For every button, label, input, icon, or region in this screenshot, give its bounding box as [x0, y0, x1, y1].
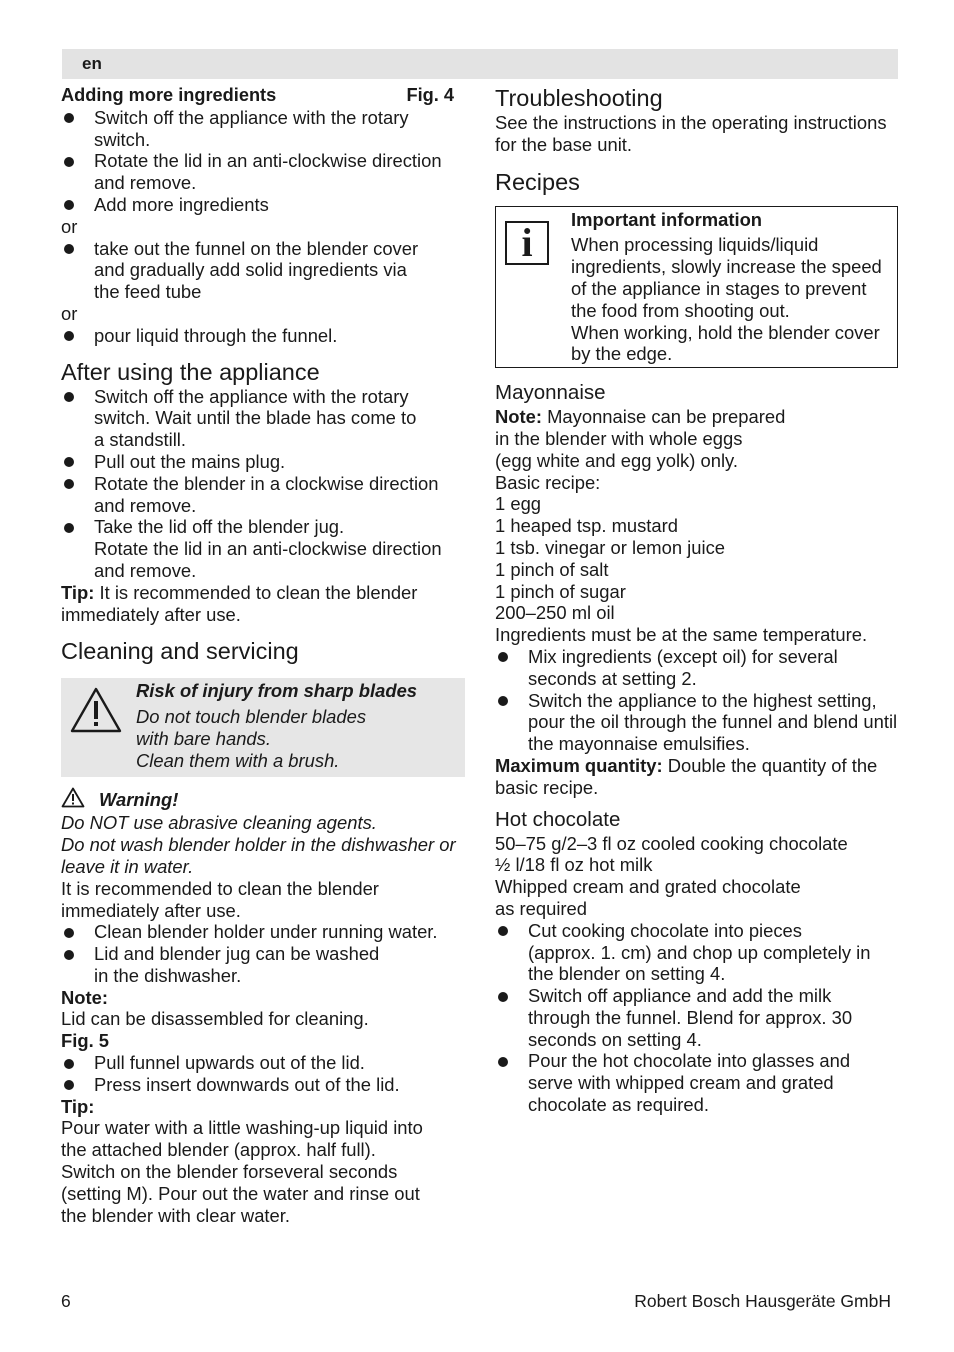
- list-item: Pull out the mains plug.: [61, 451, 465, 473]
- ingredient-line: 1 egg: [495, 493, 542, 515]
- list-item: Switch off the appliance with the rotary switch.: [61, 107, 434, 151]
- or-text: or: [61, 302, 78, 324]
- tip-text: It is recommended to clean the blender immediately after use.: [61, 581, 418, 625]
- risk-line: with bare hands.: [136, 727, 271, 749]
- list-item: Pull funnel upwards out of the lid.: [61, 1052, 465, 1074]
- info-text: When processing liquids/liquid ingredients, slowly increase the speed of the appliance in stages to prevent the food from shooting out.: [571, 234, 882, 321]
- tip-label: Tip:: [61, 581, 95, 603]
- list-item: Clean blender holder under running water.: [61, 921, 465, 943]
- language-bar: [62, 49, 898, 79]
- list-item: take out the funnel on the blender cover and gradually add solid ingredients via the feed tube: [61, 238, 429, 303]
- tip-label: Tip:: [61, 1095, 95, 1117]
- warning-triangle-icon: [69, 686, 123, 739]
- warning-heading: [61, 787, 465, 813]
- list-item: pour liquid through the funnel.: [61, 325, 465, 347]
- mayonnaise-note: [495, 406, 900, 471]
- warning-text: Do NOT use abrasive cleaning agents.: [61, 812, 377, 834]
- adding-steps-list-3: [61, 325, 465, 347]
- or-text: or: [61, 215, 78, 237]
- info-icon: i: [505, 221, 549, 265]
- list-item: Lid and blender jug can be washed in the dishwasher.: [61, 943, 394, 987]
- hot-chocolate-heading: Hot chocolate: [495, 807, 621, 831]
- risk-title: Risk of injury from sharp blades: [136, 680, 418, 702]
- ingredient-line: Ingredients must be at the same temperature.: [495, 624, 868, 646]
- language-code: en: [82, 54, 102, 73]
- troubleshooting-text: See the instructions in the operating instructions for the base unit.: [495, 112, 887, 155]
- ingredient-line: 1 pinch of sugar: [495, 580, 626, 602]
- ingredient-line: 200–250 ml oil: [495, 602, 615, 624]
- risk-warning-box: [61, 678, 465, 776]
- page-number: 6: [61, 1291, 71, 1311]
- after-use-heading: After using the appliance: [61, 358, 320, 385]
- footer-company: Robert Bosch Hausgeräte GmbH: [634, 1291, 891, 1311]
- tip-text: Pour water with a little washing-up liquid into the attached blender (approx. half full).: [61, 1117, 423, 1161]
- mayonnaise-heading: Mayonnaise: [495, 381, 606, 405]
- list-item: Pour the hot chocolate into glasses and serve with whipped cream and grated chocolate as required.: [495, 1050, 873, 1115]
- list-item-line: Take the lid off the blender jug.: [94, 516, 345, 538]
- list-item: Rotate the blender in a clockwise direction and remove.: [61, 473, 465, 517]
- after-use-list: [61, 386, 465, 582]
- cleaning-list: [61, 921, 465, 986]
- left-column: [61, 85, 465, 1226]
- after-use-tip: [61, 582, 465, 626]
- note-line: in the blender with whole eggs: [495, 427, 743, 449]
- list-item: Switch off appliance and add the milk through the funnel. Blend for approx. 30 seconds on setting 4.: [495, 985, 858, 1050]
- max-label: Maximum quantity:: [495, 754, 663, 776]
- note-line: (egg white and egg yolk) only.: [495, 449, 738, 471]
- warning-label: Warning!: [99, 788, 179, 810]
- list-item: [61, 516, 465, 581]
- note-label: Note:: [495, 406, 542, 428]
- warning-text: Do not wash blender holder in the dishwasher or leave it in water.: [61, 834, 456, 877]
- adding-steps-list: [61, 107, 465, 216]
- recipes-heading: Recipes: [495, 168, 580, 195]
- list-item: Rotate the lid in an anti-clockwise direction and remove.: [61, 150, 465, 194]
- maximum-quantity: [495, 755, 900, 799]
- risk-line: Do not touch blender blades: [136, 706, 367, 728]
- list-item-line: Rotate the lid in an anti-clockwise direction and remove.: [94, 538, 442, 581]
- note-text: Lid can be disassembled for cleaning.: [61, 1008, 369, 1030]
- important-info-box: [495, 206, 898, 369]
- tip-text: Switch on the blender forseveral seconds (setting M). Pour out the water and rinse out the blender with clear water.: [61, 1161, 420, 1226]
- list-item: Switch the appliance to the highest setting, pour the oil through the funnel and blend until the mayonnaise emulsifies.: [495, 690, 900, 755]
- mayonnaise-steps: [495, 646, 900, 755]
- figure-reference: Fig. 4: [406, 85, 454, 105]
- list-item: Press insert downwards out of the lid.: [61, 1074, 465, 1096]
- max-text: Double the quantity of the basic recipe.: [495, 754, 878, 798]
- ingredient-line: 1 heaped tsp. mustard: [495, 515, 678, 537]
- adding-ingredients-heading: [61, 85, 465, 107]
- ingredient-line: Whipped cream and grated chocolate: [495, 876, 801, 898]
- basic-recipe-label: Basic recipe:: [495, 471, 601, 493]
- hot-chocolate-steps: [495, 920, 900, 1116]
- right-column: [495, 84, 900, 1116]
- cleaning-heading: Cleaning and servicing: [61, 638, 299, 665]
- disassembly-list: [61, 1052, 465, 1096]
- ingredient-line: 1 tsb. vinegar or lemon juice: [495, 536, 725, 558]
- list-item: Cut cooking chocolate into pieces (approx. 1. cm) and chop up completely in the blender on setting 4.: [495, 920, 873, 985]
- small-warning-icon: [61, 787, 85, 813]
- list-item: Switch off the appliance with the rotary switch. Wait until the blade has come to a standstill.: [61, 386, 424, 451]
- note-label: Note:: [61, 986, 108, 1008]
- note-line: Mayonnaise can be prepared: [542, 406, 786, 428]
- risk-line: Clean them with a brush.: [136, 749, 340, 771]
- list-item: Add more ingredients: [61, 194, 465, 216]
- adding-ingredients-title: Adding more ingredients: [61, 85, 277, 105]
- adding-steps-list-2: [61, 238, 465, 303]
- ingredient-line: as required: [495, 897, 588, 919]
- ingredient-line: 1 pinch of salt: [495, 558, 609, 580]
- cleaning-text: It is recommended to clean the blender immediately after use.: [61, 877, 379, 921]
- info-text: When working, hold the blender cover by the edge.: [571, 321, 880, 365]
- ingredient-line: ½ l/18 fl oz hot milk: [495, 854, 653, 876]
- info-title: Important information: [571, 208, 763, 230]
- list-item: Mix ingredients (except oil) for several seconds at setting 2.: [495, 646, 868, 690]
- troubleshooting-heading: Troubleshooting: [495, 85, 663, 111]
- figure-reference: Fig. 5: [61, 1030, 110, 1052]
- ingredient-line: 50–75 g/2–3 fl oz cooled cooking chocolate: [495, 832, 848, 854]
